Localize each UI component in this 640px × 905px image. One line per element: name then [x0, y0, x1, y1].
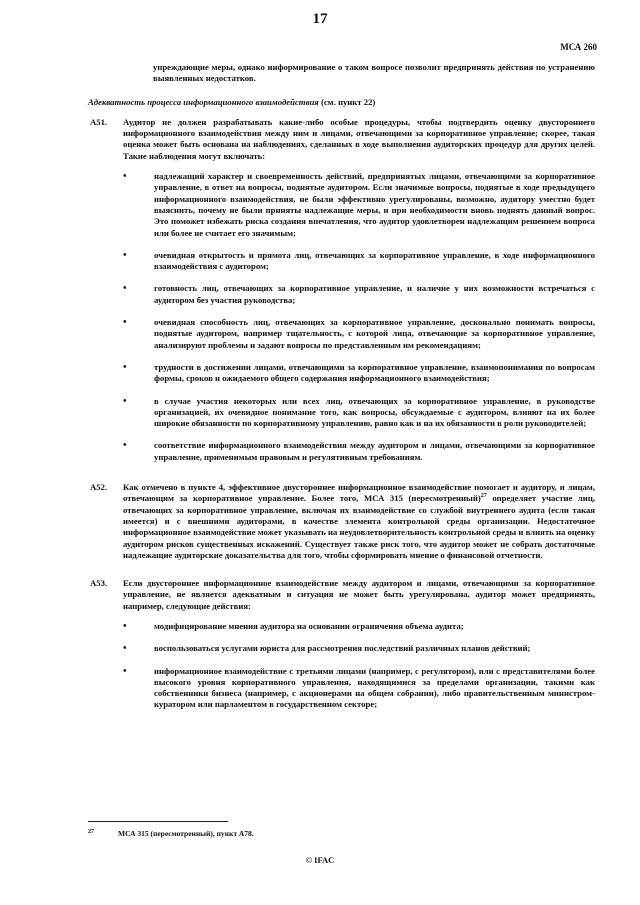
section-heading-title: Адекватность процесса информационного взаимодействия [88, 96, 319, 107]
bullet-dot-icon: • [123, 317, 127, 329]
list-item-text: в случае участия некоторых или всех лиц, отвечающих за корпоративное управление, в руководстве организацией, их очевидное понимание того, как вопросы, обсуждаемые с аудитором, влияют на их более широкие обязанности по корпоративному управлению, равно как и на их обязанности в роли руководителей; [154, 395, 595, 429]
bullet-dot-icon: • [123, 665, 127, 677]
page-content [88, 62, 595, 730]
section-heading [88, 97, 595, 108]
list-item [123, 643, 595, 654]
list-item-text: очевидная способность лиц, отвечающих за корпоративное управление, досконально понимать вопросы, поднятые аудитором, например тщательность, с которой лица, отвечающие за корпоративное управление, анализируют проблемы и задают вопросы по представленным им рекомендациям; [154, 317, 595, 350]
paragraph-body [123, 482, 595, 570]
list-item [123, 396, 595, 430]
bullet-dot-icon: • [123, 643, 127, 655]
paragraph-a51 [88, 117, 595, 474]
list-item-text: информационное взаимодействие с третьими лицами (например, с регулятором), или с представителями более высокого уровня корпоративного управления, находящимися за пределами организации, такими как собственники бизнеса (например, с акционерами на общем собрании), либо правительственным министром-куратором или парламентом в государственном секторе; [154, 665, 595, 710]
paragraph-text-part: определяет участие лиц, отвечающих за корпоративное управление, включая их взаимодействие со службой внутреннего аудита (если такая имеется) и с внешними аудиторами, в качестве элемента контрольной среды организации. Недостаточное информационное взаимодействие может указывать на неудовлетворительность контрольной среды и влиять на оценку аудитором рисков существенных искажений. Существует также риск того, что аудитор может не собрать достаточные надлежащие аудиторские доказательства для того, чтобы сформировать мнение о финансовой отчетности. [123, 493, 595, 560]
list-item [123, 440, 595, 463]
document-code: МСА 260 [560, 42, 597, 52]
list-item [123, 666, 595, 711]
list-item [123, 317, 595, 351]
page-number: 17 [312, 11, 328, 27]
bullet-dot-icon: • [123, 249, 127, 261]
section-heading-reference: (см. пункт 22) [318, 96, 376, 107]
paragraph-number: A53. [90, 578, 108, 589]
list-item-text: надлежащий характер и своевременность действий, предпринятых лицами, отвечающими за корпоративное управление, в ответ на вопросы, поднятые аудитором. Если значимые вопросы, поднятые в ходе предыдущего информационного взаимодействия, не были эффективно урегулированы, возможно, аудитору уместно будет выяснить, почему не были приняты надлежащие меры, и при необходимости вновь поднять данный вопрос. Это поможет избежать риска создания впечатления, что аудитор удовлетворен надлежащим решением вопроса или более не считает его значимым; [154, 171, 595, 238]
bullet-dot-icon: • [123, 361, 127, 373]
paragraph-a53 [88, 578, 595, 722]
bullet-list-a53 [123, 621, 595, 711]
bullet-dot-icon: • [123, 395, 127, 407]
paragraph-text-part: Как отмечено в пункте 4, эффективное двустороннее информационное взаимодействие помогает и аудитору, и лицам, отвечающим за корпоративное управление. Более того, МСА 315 (пересмотренный) [123, 482, 595, 504]
list-item [123, 362, 595, 385]
footnote [88, 829, 588, 838]
paragraph-number: A51. [90, 116, 108, 127]
paragraph-text [123, 482, 595, 561]
list-item [123, 621, 595, 632]
list-item-text: трудности в достижении лицами, отвечающими за корпоративное управление, взаимопонимания по вопросам формы, сроков и ожидаемого общего содержания информационного взаимодействия; [154, 361, 595, 384]
list-item-text: готовность лиц, отвечающих за корпоративное управление, и наличие у них возможности встречаться с аудитором без участия руководства; [154, 283, 595, 305]
bullet-dot-icon: • [123, 440, 127, 452]
paragraph-body [123, 117, 595, 474]
footnote-divider [88, 821, 228, 822]
footnote-reference: 27 [480, 493, 487, 500]
paragraph-number: A52. [90, 482, 108, 493]
paragraph-text: Аудитор не должен разрабатывать какие-либо особые процедуры, чтобы подтвердить оценку двустороннего информационного взаимодействия между ним и лицами, отвечающими за корпоративное управление; скорее, такая оценка может быть основана на наблюдениях, сделанных в ходе выполнения аудиторских процедур для других целей. Такие наблюдения могут включать: [123, 116, 595, 161]
bullet-dot-icon: • [123, 171, 127, 183]
paragraph-text: Если двустороннее информационное взаимодействие между аудитором и лицами, отвечающими за корпоративное управление, не является адекватным и ситуация не может быть урегулирована, аудитор может предпринять, например, следующие действия: [123, 578, 595, 611]
paragraph-body [123, 578, 595, 722]
list-item [123, 250, 595, 273]
bullet-list-a51 [123, 171, 595, 463]
bullet-dot-icon: • [123, 283, 127, 295]
bullet-dot-icon: • [123, 620, 127, 632]
list-item-text: модифицирование мнения аудитора на основании ограничения объема аудита; [154, 620, 464, 631]
footnote-text: МСА 315 (пересмотренный), пункт A78. [118, 829, 254, 838]
list-item-text: очевидная открытость и прямота лиц, отвечающих за корпоративное управление, в ходе информационного взаимодействия с аудитором; [154, 249, 595, 272]
list-item-text: соответствие информационного взаимодействия между аудитором и лицами, отвечающими за корпоративное управление, применимым правовым и регулятивным требованиям. [154, 440, 595, 462]
paragraph-a52 [88, 482, 595, 570]
copyright-footer: © IFAC [305, 855, 335, 865]
list-item-text: воспользоваться услугами юриста для рассмотрения последствий различных планов действий; [154, 643, 531, 654]
footnote-number: 27 [88, 829, 94, 835]
list-item [123, 283, 595, 306]
list-item [123, 171, 595, 239]
continuation-paragraph: упреждающие меры, однако информирование о таком вопросе позволит предпринять действия по устранению выявленных недостатков. [153, 62, 595, 84]
